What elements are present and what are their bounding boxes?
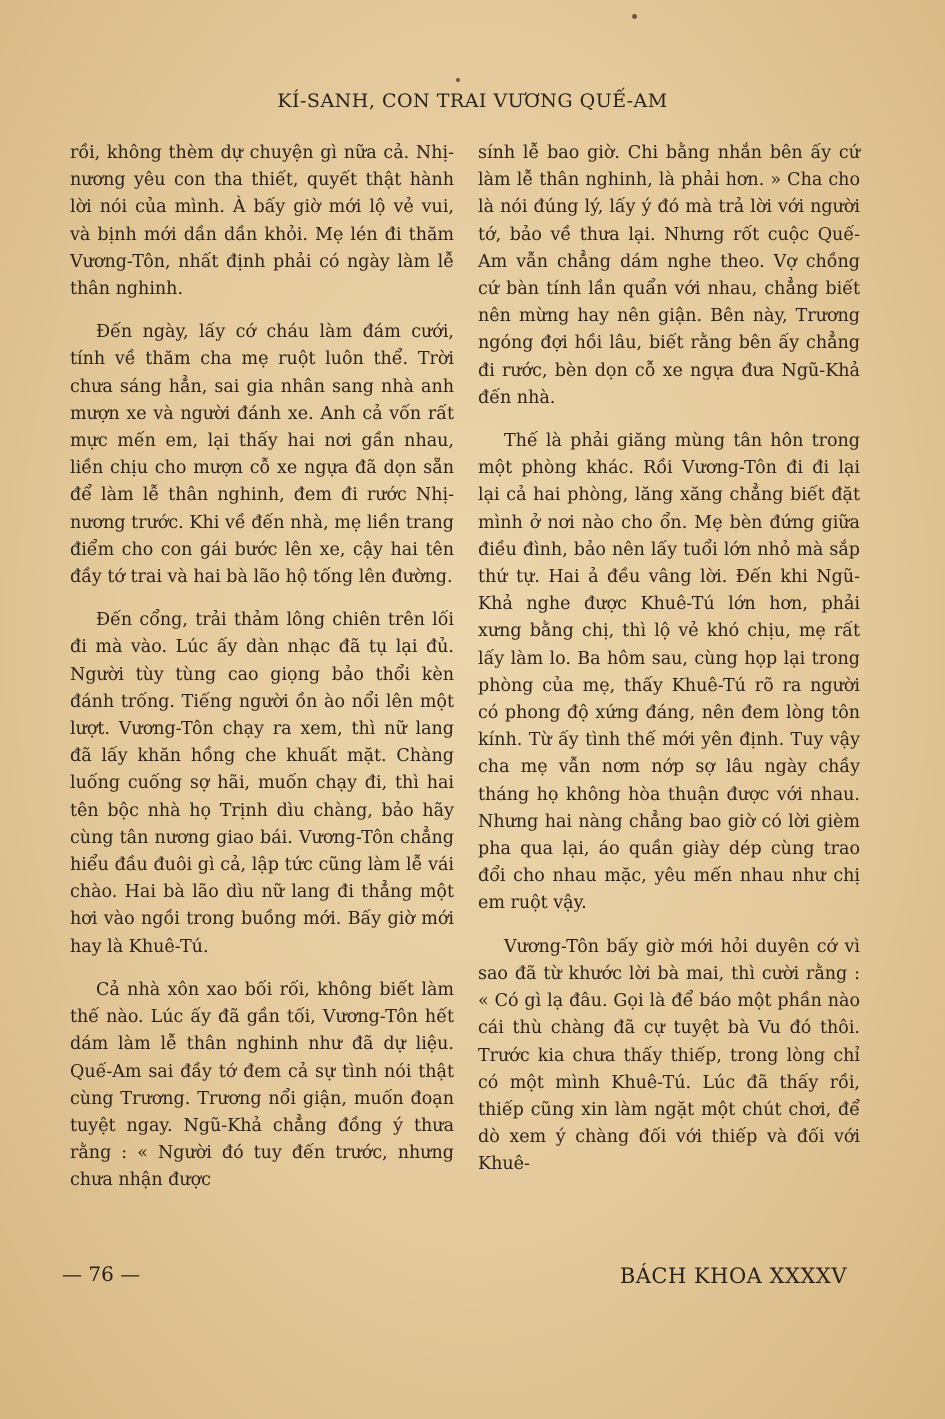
paragraph: Thế là phải giăng mùng tân hôn trong một phòng khác. Rồi Vương-Tôn đi đi lại lại cả hai phòng, lăng xăng chẳng biết đặt mình ở nơi nào cho ổn. Mẹ bèn đứng giữa điều đình, bảo nên lấy tuổi lớn nhỏ mà sắp thứ tự. Hai ả đều vâng lời. Đến khi Ngũ-Khả nghe được Khuê-Tú lớn hơn, phải xưng bằng chị, thì lộ vẻ khó chịu, mẹ rất lấy làm lo. Ba hôm sau, cùng họp lại trong phòng của mẹ, thấy Khuê-Tú rõ ra người có phong độ xứng đáng, nên đem lòng tôn kính. Từ ấy tình thế mới yên định. Tuy vậy cha mẹ vẫn nơm nớp sợ lâu ngày chầy tháng họ không hòa thuận được với nhau. Nhưng hai nàng chẳng bao giờ có lời gièm pha qua lại, áo quần giày dép cùng trao đổi cho nhau mặc, yêu mến nhau như chị em ruột vậy.	[478, 431, 860, 914]
page-number: — 76 —	[62, 1262, 141, 1286]
ink-speck	[456, 78, 460, 82]
paragraph: Đến cổng, trải thảm lông chiên trên lối đi mà vào. Lúc ấy dàn nhạc đã tụ lại đủ. Người tùy tùng cao giọng bảo thổi kèn đánh trống. Tiếng người ồn ào nổi lên một lượt. Vương-Tôn chạy ra xem, thì nữ lang đã lấy khăn hồng che khuất mặt. Chàng luống cuống sợ hãi, muốn chạy đi, thì hai tên bộc nhà họ Trịnh dìu chàng, bảo hãy cùng tân nương giao bái. Vương-Tôn chẳng hiểu đầu đuôi gì cả, lập tức cũng làm lễ vái chào. Hai bà lão dìu nữ lang đi thẳng một hơi vào ngồi trong buồng mới. Bấy giờ mới hay là Khuê-Tú.	[70, 610, 454, 957]
right-column	[478, 140, 860, 1195]
magazine-issue: BÁCH KHOA XXXXV	[619, 1264, 847, 1288]
paragraph: sính lễ bao giờ. Chi bằng nhắn bên ấy cứ làm lễ thân nghinh, là phải hơn. » Cha cho là nói đúng lý, lấy ý đó mà trả lời với người tớ, bảo về thưa lại. Nhưng rốt cuộc Quế-Am vẫn chẳng dám nghe theo. Vợ chồng cứ bàn tính lần quẩn với nhau, chẳng biết nên mừng hay nên giận. Bên này, Trương ngóng đợi hồi lâu, biết rằng bên ấy chẳng đi rước, bèn dọn cỗ xe ngựa đưa Ngũ-Khả đến nhà.	[478, 143, 860, 408]
paragraph: Cả nhà xôn xao bối rối, không biết làm thế nào. Lúc ấy đã gần tối, Vương-Tôn hết dám làm lễ thân nghinh như đã dự liệu. Quế-Am sai đầy tớ đem cả sự tình nói thật cùng Trương. Trương nổi giận, muốn đoạn tuyệt ngay. Ngũ-Khả chẳng đồng ý thưa rằng : « Người đó tuy đến trước, nhưng chưa nhận được	[70, 979, 454, 1191]
running-header: KÍ-SANH, CON TRAI VƯƠNG QUẾ-AM	[277, 90, 668, 112]
paragraph: Đến ngày, lấy cớ cháu làm đám cưới, tính về thăm cha mẹ ruột luôn thể. Trời chưa sáng hẳn, sai gia nhân sang nhà anh mượn xe và người đánh xe. Anh cả vốn rất mực mến em, lại thấy hai nơi gần nhau, liền chịu cho mượn cỗ xe ngựa đã dọn sẵn để làm lễ thân nghinh, đem đi rước Nhị-nương trước. Khi về đến nhà, mẹ liền trang điểm cho con gái bước lên xe, cậy hai tên đầy tớ trai và hai bà lão hộ tống lên đường.	[70, 322, 454, 588]
paragraph: Vương-Tôn bấy giờ mới hỏi duyên cớ vì sao đã từ khước lời bà mai, thì cười rằng : « Có gì lạ đâu. Gọi là để báo một phần nào cái thù chàng đã cự tuyệt bà Vu đó thôi. Trước kia chưa thấy thiếp, trong lòng chỉ có một mình Khuê-Tú. Lúc đã thấy rồi, thiếp cũng xin làm ngặt một chút chơi, để dò xem ý chàng đối với thiếp và đối với Khuê-	[478, 936, 860, 1175]
ink-speck	[632, 14, 637, 19]
paragraph: rồi, không thèm dự chuyện gì nữa cả. Nhị-nương yêu con tha thiết, quyết thật hành lời nói của mình. À bấy giờ mới lộ vẻ vui, và bịnh mới dần dần khỏi. Mẹ lén đi thăm Vương-Tôn, nhất định phải có ngày làm lễ thân nghinh.	[70, 143, 454, 300]
left-column	[70, 140, 454, 1211]
